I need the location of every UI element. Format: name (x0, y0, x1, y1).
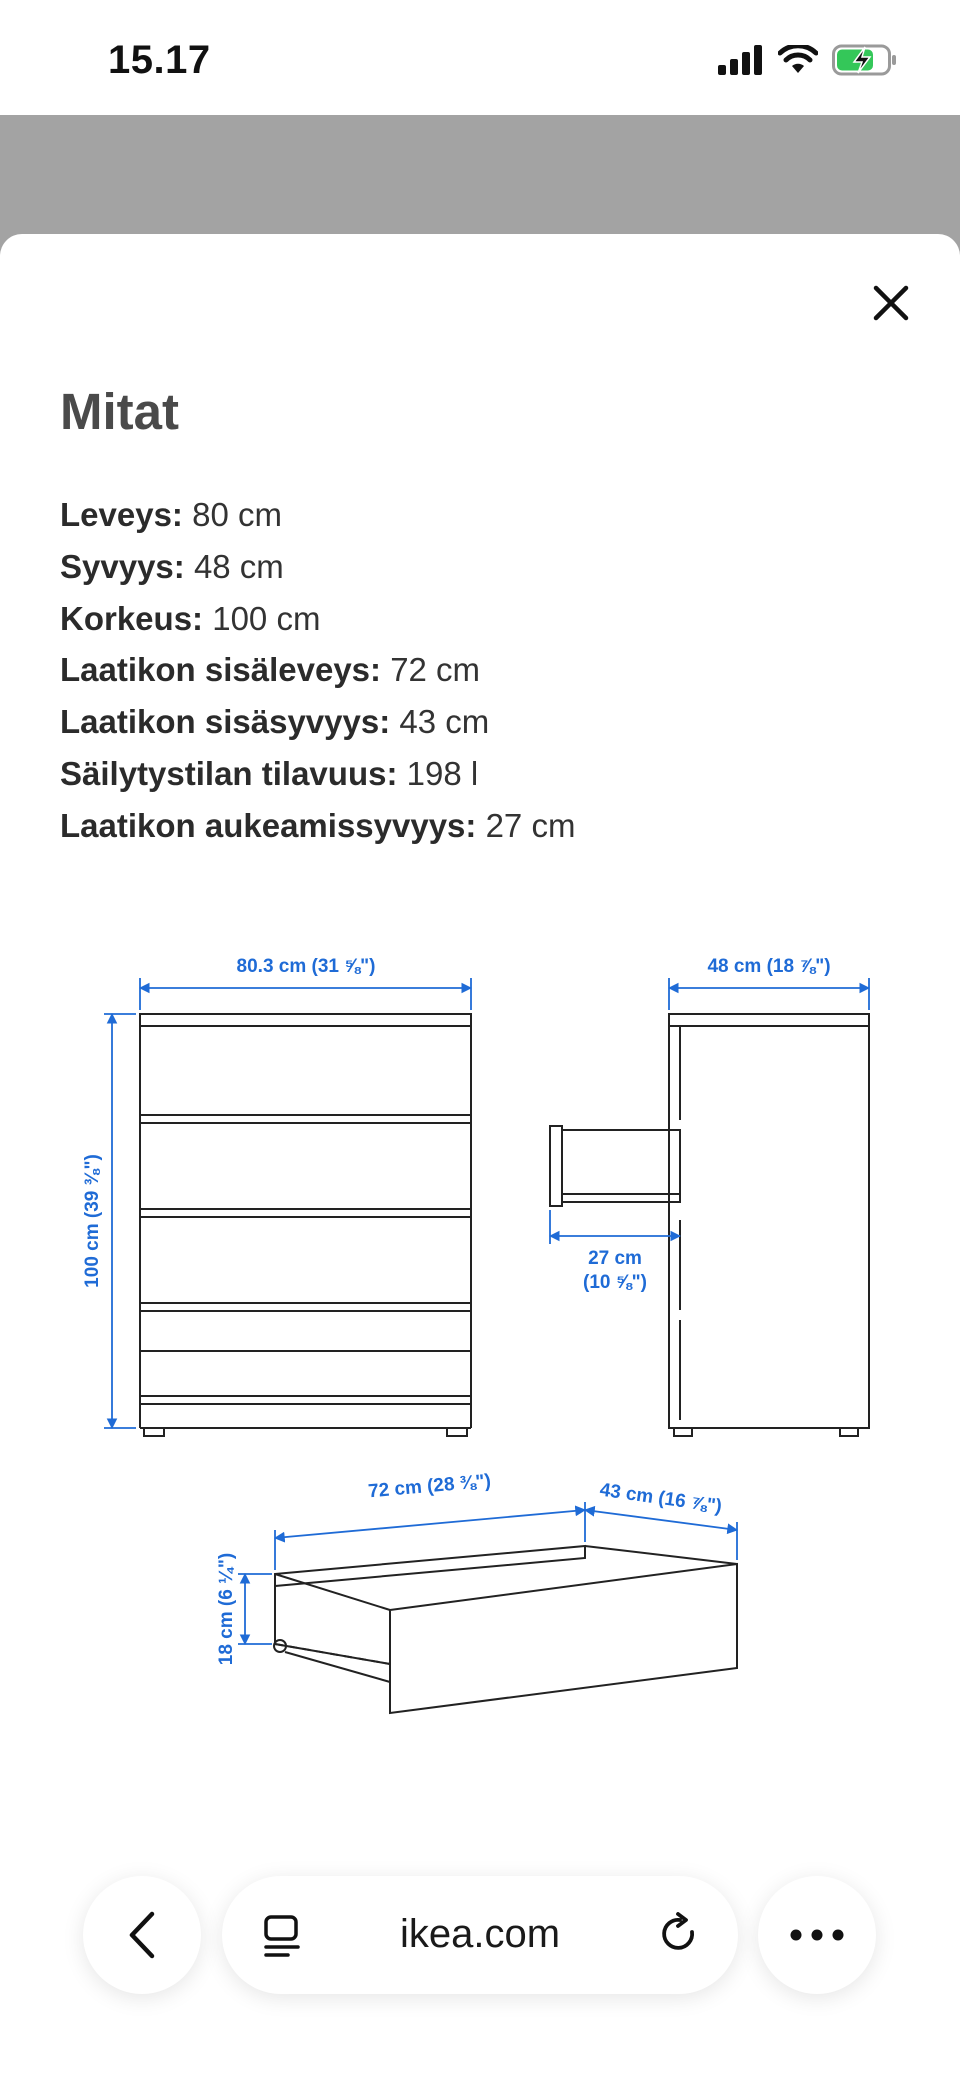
dimension-diagram (60, 930, 900, 1760)
status-icons (718, 44, 898, 76)
back-button[interactable] (83, 1876, 201, 1994)
dimension-row (60, 489, 575, 541)
dimension-row (60, 541, 575, 593)
dimension-label: Laatikon aukeamissyvyys: (60, 806, 477, 844)
cellular-signal-icon (718, 45, 764, 75)
status-bar (0, 0, 960, 115)
opening-depth-label-1: 27 cm (588, 1248, 642, 1269)
dimension-row (60, 748, 575, 800)
more-icon (789, 1928, 845, 1942)
chevron-left-icon (125, 1910, 159, 1960)
drawer-width-label: 72 cm (28 ⅜") (367, 1470, 492, 1503)
dimension-label: Laatikon sisäsyvyys: (60, 703, 391, 741)
drawer-height-label: 18 cm (6 ¼") (216, 1552, 237, 1666)
dimension-value: 100 cm (212, 599, 321, 637)
dimension-row (60, 593, 575, 645)
dimension-value: 43 cm (399, 703, 490, 741)
close-button[interactable] (862, 274, 920, 332)
drawer-depth-label: 43 cm (16 ⅞") (598, 1479, 724, 1518)
dimensions-list (60, 489, 575, 852)
dimension-value: 80 cm (192, 496, 282, 533)
dimension-label: Säilytystilan tilavuus: (60, 754, 398, 792)
close-icon (873, 285, 909, 321)
dimension-value: 48 cm (193, 547, 284, 585)
status-time: 15.17 (108, 38, 211, 82)
wifi-icon (778, 45, 818, 75)
dimension-value: 198 l (406, 754, 479, 792)
dimension-label: Syvyys: (60, 547, 185, 585)
dimension-row (60, 800, 575, 852)
url-text[interactable]: ikea.com (399, 1912, 561, 1956)
opening-depth-label-2: (10 ⅝") (583, 1272, 647, 1293)
dimension-row (60, 696, 575, 748)
dimension-label: Laatikon sisäleveys: (60, 651, 382, 689)
more-button[interactable] (758, 1876, 876, 1994)
reload-icon[interactable] (658, 1912, 702, 1958)
dimension-value: 72 cm (390, 651, 481, 689)
height-label: 100 cm (39 ⅜") (82, 1154, 103, 1288)
dimension-label: Leveys: (60, 496, 183, 533)
front-width-label: 80.3 cm (31 ⅝") (236, 956, 376, 977)
url-bar[interactable] (222, 1876, 738, 1994)
page-title: Mitat (60, 383, 179, 440)
dimension-row (60, 644, 575, 696)
battery-charging-icon (832, 44, 898, 76)
side-depth-label: 48 cm (18 ⅞") (707, 956, 831, 977)
dimension-value: 27 cm (485, 806, 576, 844)
dimension-label: Korkeus: (60, 599, 204, 637)
